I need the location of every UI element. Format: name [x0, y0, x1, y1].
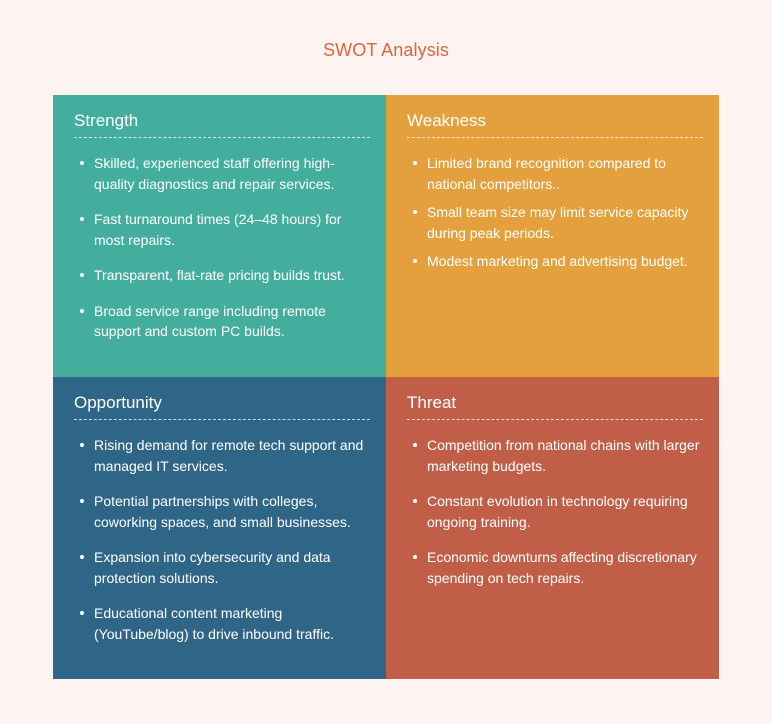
weakness-list — [407, 153, 703, 272]
swot-grid — [53, 95, 719, 679]
threat-quadrant — [386, 377, 719, 679]
strength-item: Transparent, flat-rate pricing builds trust. — [74, 265, 370, 286]
weakness-title: Weakness — [407, 110, 703, 138]
weakness-quadrant — [386, 95, 719, 377]
opportunity-item: Rising demand for remote tech support and managed IT services. — [74, 435, 370, 476]
threat-title: Threat — [407, 392, 703, 420]
opportunity-title: Opportunity — [74, 392, 370, 420]
threat-list — [407, 435, 703, 588]
weakness-item: Small team size may limit service capacity during peak periods. — [407, 202, 703, 243]
opportunity-list — [74, 435, 370, 644]
strength-item: Skilled, experienced staff offering high-quality diagnostics and repair services. — [74, 153, 370, 194]
weakness-item: Limited brand recognition compared to national competitors.. — [407, 153, 703, 194]
threat-item: Competition from national chains with larger marketing budgets. — [407, 435, 703, 476]
strength-quadrant — [53, 95, 386, 377]
threat-item: Constant evolution in technology requiring ongoing training. — [407, 491, 703, 532]
strength-title: Strength — [74, 110, 370, 138]
opportunity-item: Expansion into cybersecurity and data protection solutions. — [74, 547, 370, 588]
strength-list — [74, 153, 370, 342]
weakness-item: Modest marketing and advertising budget. — [407, 251, 703, 272]
strength-item: Fast turnaround times (24–48 hours) for most repairs. — [74, 209, 370, 250]
opportunity-item: Potential partnerships with colleges, coworking spaces, and small businesses. — [74, 491, 370, 532]
threat-item: Economic downturns affecting discretionary spending on tech repairs. — [407, 547, 703, 588]
opportunity-item: Educational content marketing (YouTube/blog) to drive inbound traffic. — [74, 603, 370, 644]
opportunity-quadrant — [53, 377, 386, 679]
page-title: SWOT Analysis — [323, 40, 449, 60]
strength-item: Broad service range including remote support and custom PC builds. — [74, 301, 370, 342]
